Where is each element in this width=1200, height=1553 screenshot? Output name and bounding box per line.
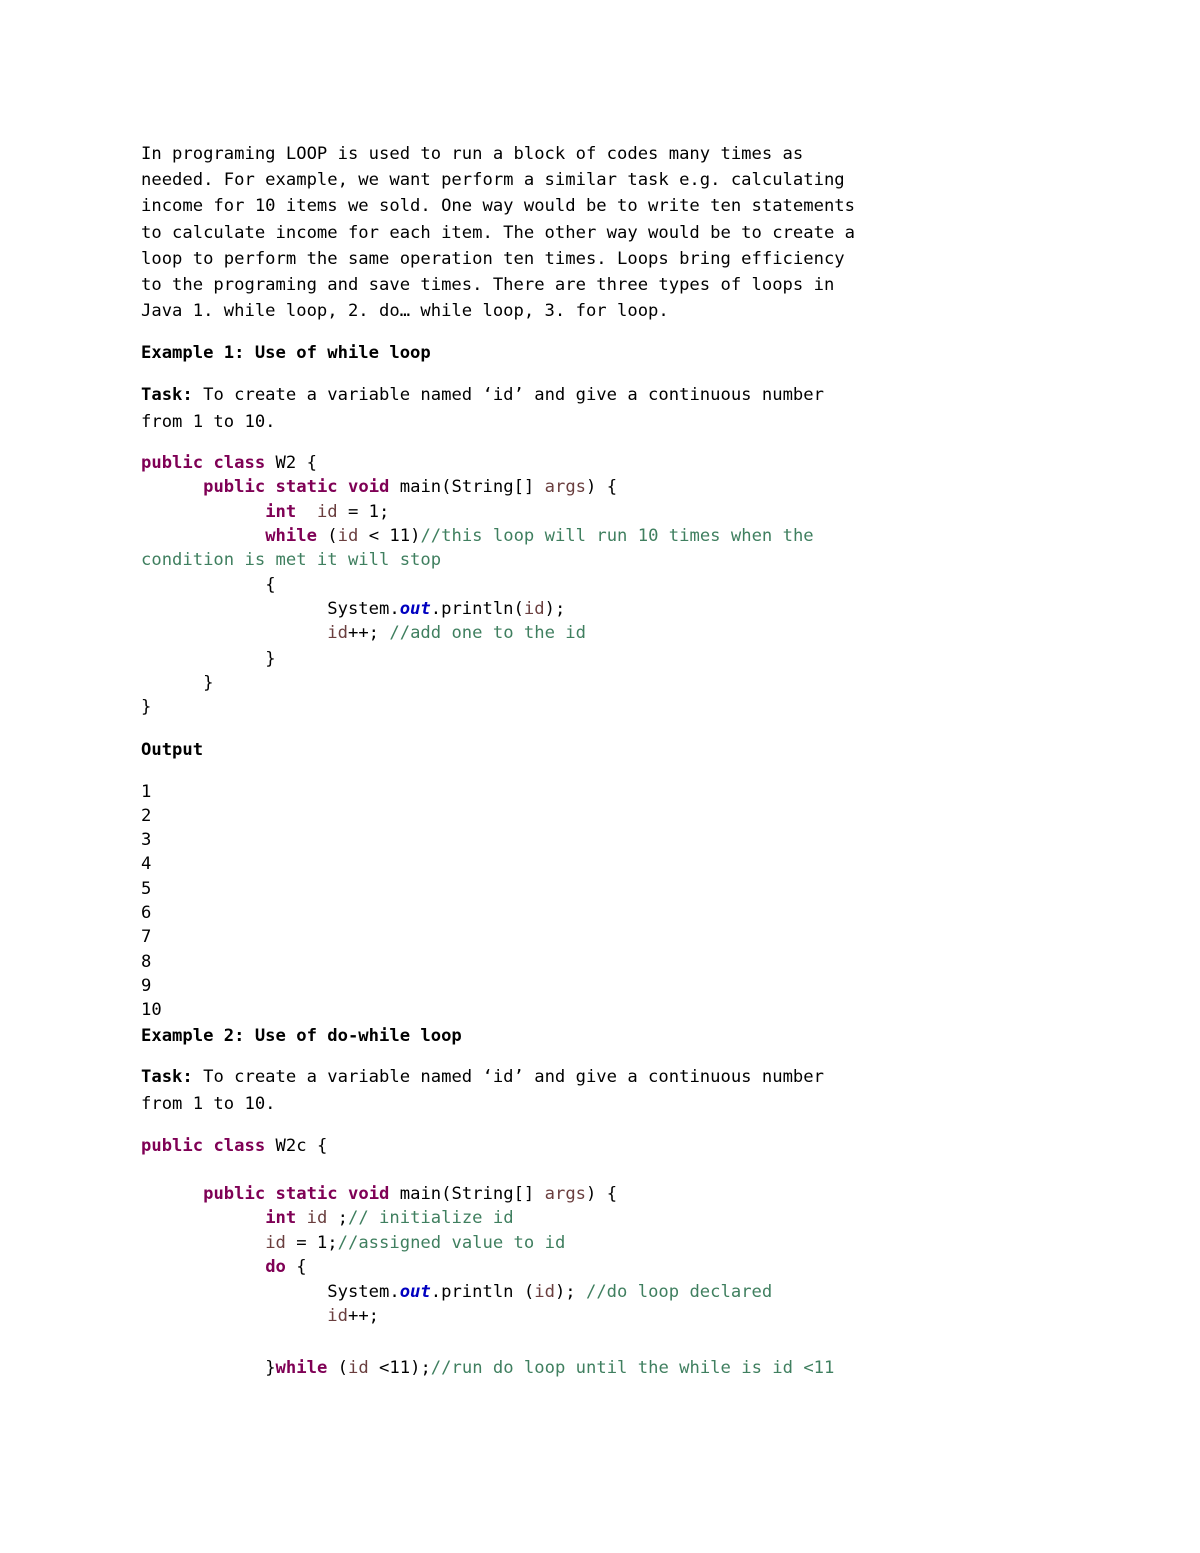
- brace-close: }: [265, 649, 276, 669]
- intro-line-3: income for 10 items we sold. One way would be to write ten statements: [141, 196, 855, 216]
- example1-heading: Example 1: Use of while loop: [141, 343, 431, 363]
- id-var: id: [523, 599, 545, 619]
- while-open: (: [316, 526, 338, 546]
- brace-open: {: [265, 575, 276, 595]
- code1-line-while: [141, 524, 814, 548]
- comment-initialize: // initialize id: [348, 1208, 514, 1228]
- keyword-void: void: [348, 477, 390, 497]
- comment-loop: //this loop will run 10 times when the: [420, 526, 814, 546]
- out-field: out: [399, 599, 431, 619]
- example2-task-line-2: from 1 to 10.: [141, 1094, 276, 1114]
- println-close: );: [554, 1282, 586, 1302]
- while-condition: < 11): [358, 526, 421, 546]
- intro-line-6: to the programing and save times. There are three types of loops in: [141, 275, 835, 295]
- task-label: Task:: [141, 1067, 193, 1087]
- intro-line-1: In programing LOOP is used to run a block of codes many times as: [141, 144, 804, 164]
- println-close: );: [544, 599, 566, 619]
- example1-task-line-2: from 1 to 10.: [141, 412, 276, 432]
- println-call: .println (: [430, 1282, 535, 1302]
- keyword-public: public: [203, 477, 266, 497]
- intro-line-5: loop to perform the same operation ten times. Loops bring efficiency: [141, 249, 845, 269]
- brace-close: }: [265, 1358, 276, 1378]
- id-var: id: [348, 1358, 369, 1378]
- code1-line-brace-method: [141, 671, 213, 695]
- code2-line-assign: [141, 1231, 565, 1255]
- while-condition: <11);: [368, 1358, 431, 1378]
- output-value: 4: [141, 854, 152, 874]
- keyword-while: while: [265, 526, 317, 546]
- main-close: ) {: [586, 1184, 618, 1204]
- code1-line-brace-open: [141, 573, 276, 597]
- brace-close: }: [141, 697, 152, 717]
- example1-task-line-1: [141, 383, 824, 407]
- main-signature: main(String[]: [389, 1184, 545, 1204]
- increment-op: ++;: [347, 1306, 380, 1326]
- task-text: To create a variable named ‘id’ and give a continuous number: [192, 1067, 824, 1087]
- intro-line-7: Java 1. while loop, 2. do… while loop, 3. for loop.: [141, 301, 669, 321]
- task-label: Task:: [141, 385, 193, 405]
- comment-run: //run do loop until the while is id <11: [430, 1358, 835, 1378]
- keyword-public: public: [203, 1184, 266, 1204]
- system-ref: System.: [327, 1282, 400, 1302]
- comment-add: //add one to the id: [389, 623, 586, 643]
- code2-line-println: [141, 1280, 772, 1304]
- comment-assigned: //assigned value to id: [337, 1233, 566, 1253]
- output-value: 9: [141, 976, 152, 996]
- comment-do: //do loop declared: [585, 1282, 773, 1302]
- code2-line-main: [141, 1182, 617, 1206]
- intro-line-4: to calculate income for each item. The other way would be to create a: [141, 223, 855, 243]
- keyword-void: void: [348, 1184, 390, 1204]
- id-var: id: [327, 1306, 348, 1326]
- args-param: args: [544, 477, 587, 497]
- int-assign: = 1;: [337, 502, 390, 522]
- main-close: ) {: [586, 477, 618, 497]
- output-value: 3: [141, 830, 152, 850]
- keyword-while: while: [275, 1358, 328, 1378]
- id-var: id: [306, 1208, 328, 1228]
- code2-line-int: [141, 1206, 514, 1230]
- output-value: 7: [141, 927, 152, 947]
- main-signature: main(String[]: [389, 477, 545, 497]
- system-ref: System.: [327, 599, 400, 619]
- keyword-static: static: [275, 477, 338, 497]
- code1-line-comment-wrap: condition is met it will stop: [141, 550, 442, 570]
- id-var: id: [316, 502, 338, 522]
- code1-line-int: [141, 500, 389, 524]
- id-var: id: [327, 623, 348, 643]
- int-decl-end: ;: [327, 1208, 348, 1228]
- output-value: 2: [141, 806, 152, 826]
- code1-line-brace-inner: [141, 647, 276, 671]
- keyword-int: int: [265, 1208, 297, 1228]
- println-call: .println(: [430, 599, 524, 619]
- code1-line-class: [141, 451, 317, 475]
- keyword-int: int: [265, 502, 297, 522]
- increment-op: ++;: [347, 623, 390, 643]
- example2-heading: Example 2: Use of do-while loop: [141, 1026, 462, 1046]
- id-var: id: [534, 1282, 555, 1302]
- class-name: W2 {: [265, 453, 317, 473]
- assign-op: = 1;: [285, 1233, 338, 1253]
- while-open: (: [327, 1358, 348, 1378]
- code1-line-increment: [141, 621, 586, 645]
- keyword-class: class: [213, 1136, 266, 1156]
- code2-line-class: [141, 1134, 327, 1158]
- example2-task-line-1: [141, 1065, 824, 1089]
- id-var: id: [265, 1233, 286, 1253]
- code2-line-do: [141, 1255, 307, 1279]
- brace-close: }: [203, 673, 214, 693]
- code2-line-increment: [141, 1304, 379, 1328]
- do-open: {: [285, 1257, 307, 1277]
- code1-line-brace-class: [141, 695, 151, 719]
- output-heading: Output: [141, 740, 204, 760]
- output-value: 8: [141, 952, 152, 972]
- keyword-do: do: [265, 1257, 286, 1277]
- keyword-public: public: [141, 453, 204, 473]
- code1-line-println: [141, 597, 565, 621]
- output-value: 6: [141, 903, 152, 923]
- args-param: args: [544, 1184, 587, 1204]
- output-value: 1: [141, 782, 152, 802]
- id-var: id: [337, 526, 359, 546]
- keyword-static: static: [275, 1184, 338, 1204]
- class-name: W2c {: [265, 1136, 328, 1156]
- task-text: To create a variable named ‘id’ and give a continuous number: [192, 385, 824, 405]
- intro-line-2: needed. For example, we want perform a similar task e.g. calculating: [141, 170, 845, 190]
- output-value: 10: [141, 1000, 162, 1020]
- output-value: 5: [141, 879, 152, 899]
- code2-line-while: [141, 1356, 834, 1380]
- code1-line-main: [141, 475, 617, 499]
- out-field: out: [399, 1282, 431, 1302]
- keyword-public: public: [141, 1136, 204, 1156]
- keyword-class: class: [213, 453, 266, 473]
